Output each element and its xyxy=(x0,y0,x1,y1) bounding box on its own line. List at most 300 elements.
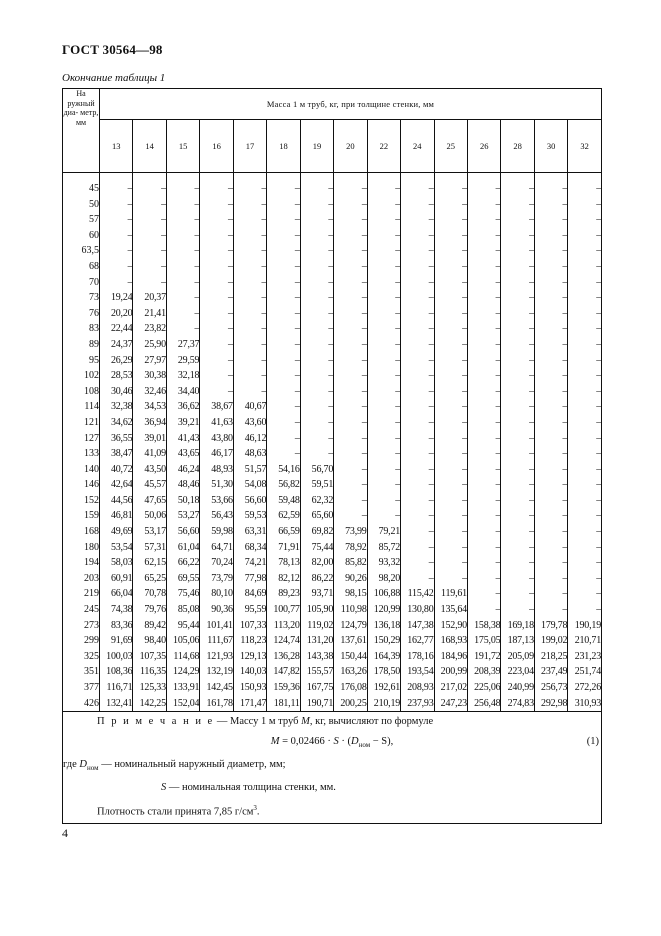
mass-cell: – xyxy=(467,243,500,259)
mass-cell: – xyxy=(401,571,434,587)
mass-cell: – xyxy=(568,321,602,337)
mass-cell: – xyxy=(568,446,602,462)
mass-cell: – xyxy=(501,446,534,462)
mass-cell: 124,79 xyxy=(334,618,367,634)
mass-cell: 85,82 xyxy=(334,555,367,571)
mass-cell: – xyxy=(367,508,400,524)
mass-cell: – xyxy=(133,197,166,213)
mass-cell: – xyxy=(501,399,534,415)
thickness-span-header: Масса 1 м труб, кг, при толщине стенки, мм xyxy=(100,89,602,120)
formula-close: − S), xyxy=(370,736,394,748)
mass-cell: – xyxy=(300,446,333,462)
mass-cell: – xyxy=(434,275,467,291)
mass-cell: 131,20 xyxy=(300,633,333,649)
mass-cell: 51,57 xyxy=(233,462,266,478)
where-s-symbol: S xyxy=(161,782,167,794)
mass-cell: – xyxy=(568,415,602,431)
mass-cell: – xyxy=(367,368,400,384)
mass-cell: – xyxy=(434,477,467,493)
mass-cell: – xyxy=(233,173,266,197)
table-row xyxy=(63,212,602,228)
mass-cell: – xyxy=(434,431,467,447)
mass-cell: – xyxy=(534,321,567,337)
mass-cell: – xyxy=(133,259,166,275)
mass-cell: 105,90 xyxy=(300,602,333,618)
mass-cell: – xyxy=(166,306,199,322)
mass-cell: – xyxy=(334,384,367,400)
mass-cell: – xyxy=(334,415,367,431)
mass-cell: – xyxy=(401,555,434,571)
mass-cell: 42,64 xyxy=(100,477,133,493)
mass-cell: – xyxy=(367,399,400,415)
mass-cell: – xyxy=(401,275,434,291)
diameter-cell: 102 xyxy=(63,368,100,384)
mass-cell: – xyxy=(401,508,434,524)
diameter-cell: 76 xyxy=(63,306,100,322)
mass-cell: – xyxy=(367,290,400,306)
mass-cell: 310,93 xyxy=(568,696,602,712)
formula-open: · ( xyxy=(338,736,351,748)
mass-cell: – xyxy=(534,586,567,602)
mass-cell: 200,99 xyxy=(434,664,467,680)
mass-cell: – xyxy=(334,462,367,478)
mass-cell: 121,93 xyxy=(200,649,233,665)
mass-cell: – xyxy=(467,431,500,447)
mass-cell: – xyxy=(367,337,400,353)
mass-cell: 84,69 xyxy=(233,586,266,602)
mass-cell: 79,21 xyxy=(367,524,400,540)
thickness-header: 25 xyxy=(434,120,467,173)
mass-cell: – xyxy=(467,173,500,197)
mass-cell: – xyxy=(367,353,400,369)
mass-cell: – xyxy=(568,290,602,306)
mass-cell: – xyxy=(367,415,400,431)
mass-cell: 107,35 xyxy=(133,649,166,665)
mass-cell: – xyxy=(434,524,467,540)
mass-cell: – xyxy=(334,446,367,462)
mass-cell: 142,45 xyxy=(200,680,233,696)
mass-cell: – xyxy=(267,353,300,369)
mass-cell: 63,31 xyxy=(233,524,266,540)
mass-cell: – xyxy=(334,368,367,384)
mass-cell: 73,79 xyxy=(200,571,233,587)
mass-cell: 217,02 xyxy=(434,680,467,696)
mass-cell: – xyxy=(568,431,602,447)
mass-cell: – xyxy=(367,173,400,197)
mass-cell: 130,80 xyxy=(401,602,434,618)
mass-cell: 68,34 xyxy=(233,540,266,556)
mass-cell: 237,93 xyxy=(401,696,434,712)
mass-cell: – xyxy=(166,228,199,244)
diameter-cell: 273 xyxy=(63,618,100,634)
mass-cell: – xyxy=(233,275,266,291)
mass-cell: – xyxy=(200,197,233,213)
mass-cell: – xyxy=(401,462,434,478)
mass-cell: 51,30 xyxy=(200,477,233,493)
mass-cell: – xyxy=(200,368,233,384)
mass-cell: – xyxy=(233,290,266,306)
diameter-cell: 140 xyxy=(63,462,100,478)
mass-cell: – xyxy=(534,259,567,275)
mass-cell: – xyxy=(501,228,534,244)
mass-cell: 100,03 xyxy=(100,649,133,665)
table-row xyxy=(63,602,602,618)
mass-cell: 46,81 xyxy=(100,508,133,524)
mass-cell: 50,06 xyxy=(133,508,166,524)
mass-cell: 91,69 xyxy=(100,633,133,649)
mass-cell: – xyxy=(334,321,367,337)
mass-cell: 83,36 xyxy=(100,618,133,634)
mass-cell: 59,98 xyxy=(200,524,233,540)
mass-cell: 124,29 xyxy=(166,664,199,680)
mass-cell: – xyxy=(200,259,233,275)
mass-cell: – xyxy=(334,290,367,306)
mass-cell: – xyxy=(568,275,602,291)
diameter-cell: 83 xyxy=(63,321,100,337)
mass-cell: 32,38 xyxy=(100,399,133,415)
mass-cell: 218,25 xyxy=(534,649,567,665)
table-row xyxy=(63,197,602,213)
mass-cell: – xyxy=(300,415,333,431)
mass-cell: – xyxy=(501,275,534,291)
diameter-cell: 152 xyxy=(63,493,100,509)
mass-cell: 79,76 xyxy=(133,602,166,618)
mass-cell: – xyxy=(568,353,602,369)
mass-cell: 59,53 xyxy=(233,508,266,524)
mass-cell: – xyxy=(267,259,300,275)
mass-cell: – xyxy=(267,431,300,447)
mass-cell: – xyxy=(401,493,434,509)
mass-cell: – xyxy=(233,368,266,384)
mass-cell: 62,32 xyxy=(300,493,333,509)
mass-cell: – xyxy=(100,243,133,259)
mass-cell: 36,94 xyxy=(133,415,166,431)
mass-cell: – xyxy=(367,384,400,400)
mass-cell: – xyxy=(200,384,233,400)
mass-cell: 169,18 xyxy=(501,618,534,634)
mass-cell: – xyxy=(200,275,233,291)
mass-cell: – xyxy=(568,197,602,213)
mass-cell: 192,61 xyxy=(367,680,400,696)
thickness-header: 26 xyxy=(467,120,500,173)
mass-cell: 47,65 xyxy=(133,493,166,509)
mass-cell: 25,90 xyxy=(133,337,166,353)
mass-cell: 272,26 xyxy=(568,680,602,696)
mass-cell: – xyxy=(233,228,266,244)
mass-cell: – xyxy=(401,259,434,275)
mass-cell: 210,19 xyxy=(367,696,400,712)
mass-cell: 124,74 xyxy=(267,633,300,649)
mass-cell: – xyxy=(467,259,500,275)
mass-cell: – xyxy=(401,306,434,322)
mass-cell: – xyxy=(166,259,199,275)
mass-cell: – xyxy=(534,540,567,556)
table-note xyxy=(63,712,602,824)
mass-cell: – xyxy=(267,197,300,213)
mass-cell: – xyxy=(501,353,534,369)
where-s-line xyxy=(63,778,601,798)
mass-cell: – xyxy=(166,212,199,228)
mass-cell: – xyxy=(300,275,333,291)
mass-cell: – xyxy=(434,508,467,524)
table-row xyxy=(63,633,602,649)
mass-cell: – xyxy=(568,524,602,540)
mass-cell: 56,60 xyxy=(233,493,266,509)
mass-cell: – xyxy=(501,337,534,353)
mass-cell: 133,91 xyxy=(166,680,199,696)
mass-cell: – xyxy=(501,415,534,431)
mass-cell: – xyxy=(300,384,333,400)
mass-cell: – xyxy=(334,212,367,228)
mass-cell: 36,62 xyxy=(166,399,199,415)
table-row xyxy=(63,680,602,696)
mass-cell: 135,64 xyxy=(434,602,467,618)
mass-cell: – xyxy=(300,399,333,415)
mass-cell: – xyxy=(568,477,602,493)
mass-cell: – xyxy=(434,259,467,275)
mass-cell: – xyxy=(367,306,400,322)
mass-cell: 46,24 xyxy=(166,462,199,478)
mass-cell: – xyxy=(501,540,534,556)
mass-cell: – xyxy=(501,368,534,384)
mass-cell: – xyxy=(467,477,500,493)
mass-cell: – xyxy=(133,212,166,228)
mass-cell: 164,39 xyxy=(367,649,400,665)
mass-cell: 66,59 xyxy=(267,524,300,540)
mass-cell: – xyxy=(166,173,199,197)
mass-cell: 119,02 xyxy=(300,618,333,634)
mass-cell: – xyxy=(434,337,467,353)
mass-cell: – xyxy=(367,243,400,259)
mass-cell: – xyxy=(267,368,300,384)
mass-cell: – xyxy=(334,508,367,524)
mass-cell: 69,55 xyxy=(166,571,199,587)
mass-cell: 54,08 xyxy=(233,477,266,493)
mass-cell: – xyxy=(401,524,434,540)
mass-cell: – xyxy=(434,212,467,228)
mass-cell: 208,39 xyxy=(467,664,500,680)
mass-cell: – xyxy=(534,290,567,306)
mass-cell: 34,53 xyxy=(133,399,166,415)
mass-cell: – xyxy=(401,321,434,337)
mass-cell: 39,01 xyxy=(133,431,166,447)
mass-cell: – xyxy=(334,197,367,213)
mass-cell: – xyxy=(300,243,333,259)
mass-cell: 95,44 xyxy=(166,618,199,634)
mass-cell: – xyxy=(267,275,300,291)
mass-cell: – xyxy=(467,368,500,384)
table-row xyxy=(63,243,602,259)
mass-cell: – xyxy=(534,571,567,587)
mass-cell: – xyxy=(467,212,500,228)
mass-cell: 85,72 xyxy=(367,540,400,556)
mass-cell: – xyxy=(467,399,500,415)
mass-cell: 23,82 xyxy=(133,321,166,337)
diameter-cell: 325 xyxy=(63,649,100,665)
diameter-cell: 108 xyxy=(63,384,100,400)
mass-cell: 73,99 xyxy=(334,524,367,540)
mass-cell: 292,98 xyxy=(534,696,567,712)
mass-cell: – xyxy=(401,197,434,213)
mass-cell: 61,04 xyxy=(166,540,199,556)
mass-cell: 70,78 xyxy=(133,586,166,602)
mass-cell: 53,54 xyxy=(100,540,133,556)
mass-cell: 107,33 xyxy=(233,618,266,634)
mass-cell: 152,04 xyxy=(166,696,199,712)
table-row xyxy=(63,508,602,524)
mass-cell: – xyxy=(434,540,467,556)
mass-cell: – xyxy=(367,228,400,244)
mass-cell: 56,82 xyxy=(267,477,300,493)
mass-cell: 56,43 xyxy=(200,508,233,524)
mass-cell: – xyxy=(501,493,534,509)
mass-cell: – xyxy=(300,368,333,384)
mass-cell: – xyxy=(568,368,602,384)
where-s-text: — номинальная толщина стенки, мм. xyxy=(166,782,336,794)
mass-cell: – xyxy=(534,275,567,291)
mass-cell: – xyxy=(300,431,333,447)
mass-cell: – xyxy=(501,212,534,228)
mass-cell: – xyxy=(434,399,467,415)
mass-cell: 80,10 xyxy=(200,586,233,602)
mass-cell: – xyxy=(401,212,434,228)
mass-cell: – xyxy=(334,477,367,493)
mass-cell: – xyxy=(267,446,300,462)
table-row xyxy=(63,649,602,665)
mass-cell: 115,42 xyxy=(401,586,434,602)
mass-cell: 32,18 xyxy=(166,368,199,384)
mass-cell: – xyxy=(401,446,434,462)
mass-cell: 74,38 xyxy=(100,602,133,618)
mass-cell: 54,16 xyxy=(267,462,300,478)
mass-cell: – xyxy=(467,384,500,400)
thickness-header: 24 xyxy=(401,120,434,173)
mass-cell: – xyxy=(534,212,567,228)
mass-cell: 176,08 xyxy=(334,680,367,696)
mass-cell: 20,20 xyxy=(100,306,133,322)
mass-cell: 53,27 xyxy=(166,508,199,524)
diameter-cell: 180 xyxy=(63,540,100,556)
mass-cell: 223,04 xyxy=(501,664,534,680)
mass-cell: – xyxy=(534,243,567,259)
mass-cell: – xyxy=(568,508,602,524)
diameter-cell: 121 xyxy=(63,415,100,431)
mass-cell: 150,29 xyxy=(367,633,400,649)
thickness-header: 18 xyxy=(267,120,300,173)
mass-cell: – xyxy=(568,493,602,509)
mass-cell: – xyxy=(133,243,166,259)
mass-cell: 152,90 xyxy=(434,618,467,634)
mass-cell: 43,60 xyxy=(233,415,266,431)
mass-cell: – xyxy=(267,228,300,244)
formula-line xyxy=(63,732,601,755)
mass-cell: – xyxy=(467,306,500,322)
mass-cell: 98,15 xyxy=(334,586,367,602)
mass-cell: – xyxy=(534,431,567,447)
table-row xyxy=(63,555,602,571)
mass-cell: 132,19 xyxy=(200,664,233,680)
mass-cell: – xyxy=(401,384,434,400)
table-row xyxy=(63,477,602,493)
mass-cell: – xyxy=(434,353,467,369)
diameter-cell: 95 xyxy=(63,353,100,369)
mass-cell: 44,56 xyxy=(100,493,133,509)
mass-cell: 247,23 xyxy=(434,696,467,712)
mass-cell: – xyxy=(434,555,467,571)
mass-cell: 161,78 xyxy=(200,696,233,712)
mass-cell: – xyxy=(300,228,333,244)
mass-cell: – xyxy=(534,508,567,524)
mass-cell: – xyxy=(467,321,500,337)
table-row xyxy=(63,321,602,337)
density-line xyxy=(63,798,601,823)
mass-cell: 113,20 xyxy=(267,618,300,634)
formula-s: S xyxy=(333,736,339,748)
mass-cell: 100,77 xyxy=(267,602,300,618)
mass-cell: 208,93 xyxy=(401,680,434,696)
mass-cell: 20,37 xyxy=(133,290,166,306)
mass-cell: – xyxy=(501,431,534,447)
mass-cell: 69,82 xyxy=(300,524,333,540)
mass-cell: – xyxy=(334,243,367,259)
formula-d: D xyxy=(351,736,359,748)
mass-cell: – xyxy=(467,602,500,618)
mass-cell: – xyxy=(334,353,367,369)
table-row xyxy=(63,618,602,634)
table-row xyxy=(63,664,602,680)
mass-cell: 40,72 xyxy=(100,462,133,478)
mass-cell: – xyxy=(300,306,333,322)
mass-cell: – xyxy=(568,306,602,322)
mass-cell: 190,71 xyxy=(300,696,333,712)
mass-cell: – xyxy=(534,462,567,478)
mass-cell: 150,44 xyxy=(334,649,367,665)
mass-cell: 90,36 xyxy=(200,602,233,618)
mass-cell: – xyxy=(233,337,266,353)
mass-cell: – xyxy=(534,446,567,462)
mass-cell: – xyxy=(401,337,434,353)
mass-cell: – xyxy=(501,571,534,587)
diameter-cell: 70 xyxy=(63,275,100,291)
diameter-cell: 63,5 xyxy=(63,243,100,259)
mass-cell: 256,48 xyxy=(467,696,500,712)
diameter-cell: 351 xyxy=(63,664,100,680)
mass-cell: – xyxy=(534,477,567,493)
mass-cell: 29,59 xyxy=(166,353,199,369)
mass-cell: – xyxy=(568,228,602,244)
mass-cell: – xyxy=(233,259,266,275)
mass-cell: 78,13 xyxy=(267,555,300,571)
mass-cell: 193,54 xyxy=(401,664,434,680)
mass-cell: 53,17 xyxy=(133,524,166,540)
mass-cell: – xyxy=(401,353,434,369)
mass-cell: 162,77 xyxy=(401,633,434,649)
table-row xyxy=(63,415,602,431)
mass-cell: – xyxy=(401,243,434,259)
where-d-symbol: D xyxy=(79,759,88,771)
mass-cell: – xyxy=(568,571,602,587)
thickness-header: 19 xyxy=(300,120,333,173)
mass-cell: 136,28 xyxy=(267,649,300,665)
mass-cell: – xyxy=(534,228,567,244)
mass-cell: 56,70 xyxy=(300,462,333,478)
mass-cell: – xyxy=(501,555,534,571)
mass-cell: – xyxy=(467,524,500,540)
table-row xyxy=(63,173,602,197)
mass-cell: 200,25 xyxy=(334,696,367,712)
mass-cell: – xyxy=(434,571,467,587)
mass-cell: 158,38 xyxy=(467,618,500,634)
